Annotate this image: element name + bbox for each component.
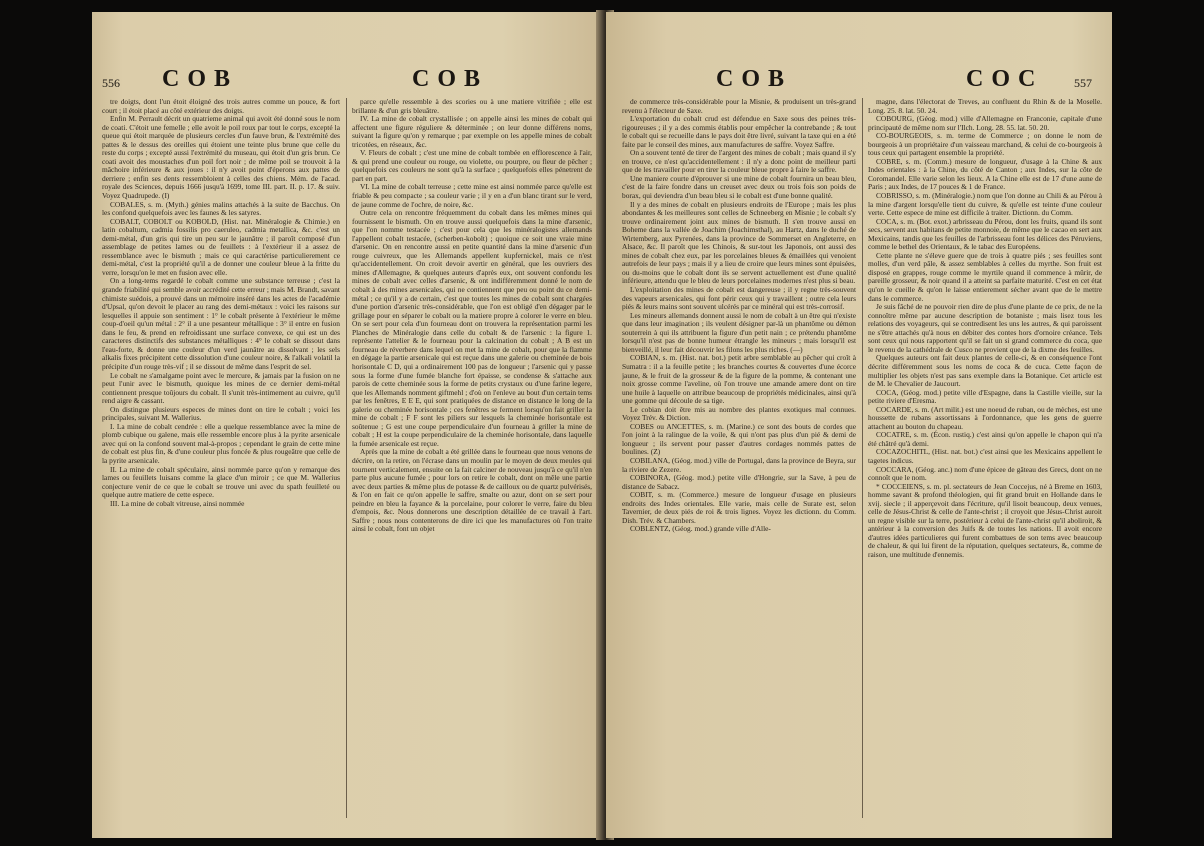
paragraph: L'exportation du cobalt crud est défendue en Saxe sous des peines très-rigoureuses ; il y a des commis établis pour empêcher la contrebande ; & tout le cobalt qui se recueille dans le pays doit être livré, suivant la taxe qui en a été faite par le conseil des mines, aux manufactures de saffre. Voyez Saffre. [622,114,856,149]
left-page-column-1 [102,98,340,824]
paragraph: COCA, (Géog. mod.) petite ville d'Espagne, dans la Castille vieille, sur la petite riviere d'Eresma. [868,387,1102,406]
paragraph: COBIAN, s. m. (Hist. nat. bot.) petit arbre semblable au pêcher qui croît à Sumatra : il a la feuille petite ; les branches courtes & couvertes d'une écorce jaune, & le fruit de la grosseur & de la figure de la pomme, & contenant une noix grosse comme l'aveline, où l'on trouve une amande amere dont on tire une huile à laquelle on attribue beaucoup de propriétés médicinales, ainsi qu'à une gomme qui découle de sa tige. [622,353,856,406]
paragraph: Il y a des mines de cobalt en plusieurs endroits de l'Europe ; mais les plus abondantes & les meilleures sont celles de Schneeberg en Misnie ; le cobalt s'y trouve ordinairement joint aux mines de bismuth. Il s'en trouve aussi en Boheme dans la vallée de Joachim (Joachimsthal), au Hartz, dans le duché de Wirtemberg, aux Pyrenées, dans la province de Sommerset en Angleterre, en Alsace, &c. Il paroît que les Chinois, & sur-tout les Japonois, ont aussi des mines de cobalt chez eux, par les porcelaines bleues & émaillées qui venoient autrefois de leur pays ; mais il y a lieu de croire que leurs mines sont épuisées, ou du-moins que le cobalt dont ils se servent actuellement est d'une qualité inférieure, attendu que le bleu de leurs porcelaines modernes n'est plus si beau. [622,199,856,286]
paragraph: COBRE, s. m. (Comm.) mesure de longueur, d'usage à la Chine & aux Indes orientales : à la Chine, du côté de Canton ; aux Indes, sur la côte de Coromandel. Elle varie selon les lieux. A la Chine elle est de 17 d'une aune de Paris ; aux Indes, de 17 pouces & 1 de France. [868,156,1102,192]
paragraph: COCA, s. m. (Bot. exot.) arbrisseau du Pérou, dont les fruits, quand ils sont secs, servent aux habitans de petite monnoie, de même que le cacao en sert aux Mexicains, tandis que les feuilles de l'arbrisseau font les délices des Péruviens, comme le bethel des Orientaux, & le tabac des Européens. [868,216,1102,252]
paragraph: COBALT, COBOLT ou KOBOLD, (Hist. nat. Minéralogie & Chimie.) en latin cobaltum, cadmia fossilis pro caeruleo, cadmia metallica, &c. c'est un demi-métal, d'un gris qui tire un peu sur le jaunâtre ; il paroît composé d'un assemblage de petites lames ou de feuillets : à l'extérieur il a assez de ressemblance avec le bismuth ; mais ce qui caractérise particulierement ce demi-métal, c'est la propriété qu'il a de donner une couleur bleue à la fritte du verre, lorsqu'on le met en fusion avec elle. [102,216,340,277]
paragraph: COBINORA, (Géog. mod.) petite ville d'Hongrie, sur la Save, à peu de distance de Sabacz. [622,473,856,491]
paragraph: V. Fleurs de cobalt ; c'est une mine de cobalt tombée en efflorescence à l'air, & qui prend une couleur ou rouge, ou violette, ou pourpre, ou fleur de pêcher ; quelquefois ces couleurs ne sont qu'à la surface ; quelquefois elles pénetrent de part en part. [352,148,592,183]
paragraph: I. La mine de cobalt cendrée : elle a quelque ressemblance avec la mine de plomb cubique ou galene, mais elle ressemble encore plus à la pyrite arsenicale avec qui on la confond souvent mal-à-propos ; cependant le grain de cette mine de cobalt est plus fin, & d'une couleur plus foncée & plus rougeâtre que celle de la pyrite arsenicale. [102,421,340,465]
paragraph: COBIT, s. m. (Commerce.) mesure de longueur d'usage en plusieurs endroits des Indes orientales. Elle varie, mais celle de Surate est, selon Tavernier, de deux piés de roi & trois lignes. Voyez les dictionn. du Comm. Dish. Trév. & Chambers. [622,490,856,525]
paragraph: Le cobalt ne s'amalgame point avec le mercure, & jamais par la fusion on ne peut l'unir avec le bismuth, quoique les mines de ce dernier demi-métal contiennent presque toûjours du cobalt. Il s'unit très-intimement au cuivre, qu'il rend aigre & cassant. [102,370,340,406]
page-number: 556 [102,76,120,90]
paragraph: Après que la mine de cobalt a été grillée dans le fourneau que nous venons de décrire, on la retire, on l'écrase dans un moulin par le moyen de deux meules qui tournent verticalement, ensuite on la fait calciner de nouveau jusqu'à ce qu'il n'en parte plus aucune fumée ; pour lors on retire le cobalt, dont on mêle une partie avec deux parties & même plus de potasse & de cailloux ou de quartz pulvérisés, & l'on en fait ce qu'on appelle le saffre, smalte ou azur, dont on se sert pour peindre en bleu la fayance & la porcelaine, pour colorer le verre, faire du bleu d'empois, &c. Nous donnerons une description détaillée de ce travail à l'art. Saffre ; nous nous contenterons de dire ici que les manufactures où l'on traite ainsi le cobalt, font un objet [352,447,592,534]
paragraph: magne, dans l'électorat de Treves, au confluent du Rhin & de la Moselle. Long. 25. 8. lat. 50. 24. [868,98,1102,115]
paragraph: COCATRE, s. m. (Écon. rustiq.) c'est ainsi qu'on appelle le chapon qui n'a été châtré qu'à demi. [868,430,1102,448]
head-word-left: COB [162,66,239,92]
left-page [92,12,604,838]
head-word-right: COC [966,66,1044,92]
column-rule [862,98,863,818]
paragraph: Le cobian doit être mis au nombre des plantes exotiques mal connues. Voyez Trév. & Diction. [622,404,856,423]
paragraph: Une maniere courte d'éprouver si une mine de cobalt fournira un beau bleu, c'est de la faire fondre dans un creuset avec deux ou trois fois son poids de borax, qui deviendra d'un beau bleu si le cobalt est d'une bonne qualité. [622,173,856,201]
left-page-column-2 [352,98,592,824]
paragraph: Enfin M. Perrault décrit un quatrieme animal qui avoit été donné sous le nom de coati. C'étoit une femelle ; elle avoit le poil roux par tout le corps, excepté la queue qui étoit marquée de plusieurs cercles d'un fauve brun, & l'extrémité des pattes & le dessus des oreilles qui étoient une teinte plus brune que celle du reste du corps ; excepté aussi l'extrémité du museau, qui étoit d'un gris brun. Ce coati avoit des moustaches d'un poil fort noir ; de même poil se trouvoit à la mâchoire inférieure & aux joues : il n'y avoit point d'éperons aux pattes de derriere ; enfin ses dents ressembloient à celles des chiens. Mém. de l'acad. royale des Sciences, depuis 1666 jusqu'à 1699, tome III. part. II. p. 17. & suiv. Voyez Quadrupede. (I) [102,114,340,201]
paragraph: COBRISSO, s. m. (Minéralogie.) nom que l'on donne au Chili & au Pérou à la mine d'argent lorsqu'elle tient du cuivre, & qu'elle est teinte d'une couleur verte. Cette espece de mine est difficile à traiter. Dictionn. du Comm. [868,191,1102,218]
paragraph: COCAZOCHITL, (Hist. nat. bot.) c'est ainsi que les Mexicains appellent le tagetes indicus. [868,447,1102,465]
paragraph: Outre cela on rencontre fréquemment du cobalt dans les mêmes mines qui fournissent le bismuth. On en trouve aussi quelquefois dans la mine d'arsenic, que l'on nomme testacée ; c'est pour cela que les minéralogistes allemands l'appellent cobalt testacée, (scherben-kobolt) ; quoique ce soit une vraie mine d'arsenic. On en rencontre aussi en petite quantité dans la mine d'arsenic d'un rouge cuivreux, que les Allemands appellent kupfernickel, mais ce n'est qu'accidentellement. On croit devoir avertir en général, que les ouvriers des mines d'Allemagne, & quelques auteurs d'après eux, ont souvent confondu les mines de cobalt avec celles d'arsenic, & ont indifféremment donné le nom de cobalt à des mines arsenicales, qui ne contiennent que peu ou point du ce demi-métal ; ce qu'il y a de certain, c'est que toutes les mines de cobalt sont chargées d'une portion d'arsenic très-considérable, que l'on est obligé d'en dégager par le grillage pour en séparer le cobalt ou la matiere propre à colorer le verre en bleu. On se sert pour cela d'un fourneau dont on trouvera la représentation parmi les Planches de Minéralogie dans celle du cobalt & de l'arsenic : la figure 1. représente l'attelier & le fourneau pour la calcination du cobalt ; A B est un fourneau de réverbere dans lequel on met la mine de cobalt, pour que la flamme en dégage la partie arsenicale qui est reçue dans une galerie ou cheminée de bois horisontale C D, qui a ordinairement 100 pas de longueur ; l'arsenic qui y passe sous la forme d'une fumée blanche fort épaisse, se condense & s'attache aux parois de cette cheminée sous la forme de petits crystaux ou d'une farine legere, que les Allemands nomment giftmehl ; d'où on l'enleve au bout d'un certain tems par les fenêtres, E E E, qui sont pratiquées de distance en distance le long de la galerie ou cheminée horisontale ; ces fenêtres se ferment lorsqu'on fait griller la mine de cobalt ; F F sont les piliers sur lesquels la cheminée horisontale est soûtenue ; G est une coupe perpendiculaire d'un fourneau à griller la mine de cobalt ; H est la coupe perpendiculaire de la cheminée horisontale, dans laquelle la fumée arsenicale est reçue. [352,208,592,448]
page-number: 557 [1074,76,1092,90]
paragraph: L'exploitation des mines de cobalt est dangereuse ; il y regne très-souvent des vapeurs arsenicales, qui font périr ceux qui y travaillent ; outre cela leurs piés & leurs mains sont souvent ulcérés par ce minéral qui est très-corrosif. [622,285,856,312]
paragraph: On distingue plusieurs especes de mines dont on tire le cobalt ; voici les principales, suivant M. Wallerius. [102,404,340,423]
paragraph: COBES ou ANCETTES, s. m. (Marine.) ce sont des bouts de cordes que l'on joint à la ralingue de la voile, & qui n'ont pas plus d'un pié & demi de longueur ; ils servent pour passer d'autres cordages nommés pattes de boulines. (Z) [622,421,856,457]
paragraph: Quelques auteurs ont fait deux plantes de celle-ci, & en conséquence l'ont décrite différemment sous les noms de coca & de cuca. Cette façon de multiplier les objets n'est pas sans exemple dans la Botanique. Cet article est de M. le Chevalier de Jaucourt. [868,353,1102,389]
paragraph: * COCCEIENS, s. m. pl. sectateurs de Jean Coccejus, né à Breme en 1603, homme savant & profond théologien, qui fit grand bruit en Hollande dans le xvij. siecle ; il apperçevoit dans l'écriture, qu'il lisoit beaucoup, deux venues, celle de Jésus-Christ & celle de l'ante-christ ; il croyoit que Jésus-Christ auroit un regne visible sur la terre, postérieur à celui de l'ante-christ qu'il aboliroit, & antérieur à la conversion des Juifs & de toutes les nations. Il avoit encore d'autres idées particulieres qui furent combattues de son tems avec beaucoup de chaleur, & qui lui firent de la réputation, quelques sectateurs, &, comme de raison, une multitude d'ennemis. [868,481,1102,559]
right-page-column-1 [622,98,856,824]
paragraph: COBILANA, (Géog. mod.) ville de Portugal, dans la province de Beyra, sur la riviere de Zezere. [622,455,856,474]
paragraph: COCCARA, (Géog. anc.) nom d'une épicee de gâteau des Grecs, dont on ne connoît que le nom. [868,464,1102,483]
column-rule [346,98,347,818]
paragraph: COCARDE, s. m. (Art milit.) est une noeud de ruban, ou de mèches, est une houssette de rubans assortissans à l'ordonnance, que les gens de guerre attachent au bouton du chapeau. [868,404,1102,431]
paragraph: COBLENTZ, (Géog. mod.) grande ville d'Alle- [630,524,771,534]
head-word-left: COB [716,66,793,92]
left-running-head [92,66,604,94]
right-page-column-2 [868,98,1102,824]
paragraph: de commerce très-considérable pour la Misnie, & produisent un très-grand revenu à l'électeur de Saxe. [622,98,856,115]
head-word-right: COB [412,66,489,92]
paragraph: On a souvent tenté de tirer de l'argent des mines de cobalt ; mais quand il s'y en trouve, ce n'est qu'accidentellement : il n'y a donc point de meilleur parti que de les travailler pour en tirer la couleur bleue propre à faire le saffre. [622,148,856,175]
paragraph: tre doigts, dont l'un étoit éloigné des trois autres comme un pouce, & fort court ; il étoit placé au côté extérieur des doigts. [102,98,340,115]
paragraph: Je suis fâché de ne pouvoir rien dire de plus d'une plante de ce prix, de ne la connoître même par aucune description de botaniste ; mais lisez tous les relations des voyageurs, qui se contredisent les uns les autres, & qui paroissent ne s'être attachés qu'à nous en débiter des contes hors d'ornoire créance. Tels sont ceux qui nous rapportent qu'il se fait un si grand commerce du coca, que le revenu de la cathédrale de Cusco ne provient que de la dixme des feuilles. [868,302,1102,354]
paragraph: CO-BOURGEOIS, s. m. terme de Commerce ; on donne le nom de bourgeois à un propriétaire d'un vaisseau marchand, & celui de co-bourgeois à tous ceux qui partagent ensemble la propriété. [868,131,1102,158]
paragraph: IV. La mine de cobalt crystallisée ; on appelle ainsi les mines de cobalt qui affectent une figure réguliere & déterminée ; on leur donne différens noms, suivant la figure qu'on y remarque ; par exemple on les appelle mines de cobalt tricotées, en réseaux, &c. [352,114,592,149]
paragraph: COBALES, s. m. (Myth.) génies malins attachés à la suite de Bacchus. On les confond quelquefois avec les faunes & les satyres. [102,199,340,218]
paragraph: COBOURG, (Géog. mod.) ville d'Allemagne en Franconie, capitale d'une principauté de même nom sur l'Ilch. Long. 28. 55. lat. 50. 20. [868,114,1102,132]
right-running-head [606,66,1112,94]
paragraph: III. La mine de cobalt vitreuse, ainsi nommée [110,498,245,508]
right-page [606,12,1112,838]
paragraph: parce qu'elle ressemble à des scories ou à une matiere vitrifiée ; elle est brillante & d'un gris bleuâtre. [352,98,592,115]
paragraph: VI. La mine de cobalt terreuse ; cette mine est ainsi nommée parce qu'elle est friable & peu compacte ; sa couleur varie ; il y en a d'un blanc tirant sur le verd, de jaune comme de l'ochre, de noire, &c. [352,182,592,209]
paragraph: On a long-tems regardé le cobalt comme une substance terreuse ; c'est la grande friabilité qui semble avoir accrédité cette erreur ; mais M. Brandt, savant chimiste suédois, a prouvé dans un mémoire inséré dans les actes de l'académie d'Upsal, qu'on devoit le placer au rang des demi-métaux : voici les raisons sur lesquelles il appuie son sentiment : 1° le cobalt présente à l'extérieur le même coup-d'oeil qu'un métal : 2° il a une pesanteur métallique : 3° il entre en fusion dans le feu, & prend en refroidissant une surface convexe, ce qui est un des caracteres distinctifs des substances métalliques : 4° le cobalt se dissout dans l'eau-forte, & donne une couleur d'un verd jaunâtre au dissolvant ; les sels alkalis fixes précipitent cette dissolution d'une couleur noire, & l'alkali volatil la précipite d'un rouge très-vif ; il se dissout de même dans l'esprit de sel. [102,276,340,371]
paragraph: Cette plante ne s'éleve guere que de trois à quatre piés ; ses feuilles sont molles, d'un verd pâle, & assez semblables à celles du myrthe. Son fruit est disposé en grappes, rouge comme le myrtile quand il commence à mûrir, de pareille grosseur, & noir quand il a atteint sa parfaite maturité. C'est en cet état qu'on le cueille & qu'on le laisse entierement sécher avant que de le mettre dans le commerce. [868,250,1102,303]
paragraph: Les mineurs allemands donnent aussi le nom de cobalt à un être qui n'existe que dans leur imagination ; ils veulent désigner par-là un phantôme ou démon souterrein à qui ils attribuent la figure d'un petit nain ; ce prétendu phantôme lorsqu'il n'est pas de bonne humeur étrangle les mineurs ; mais lorsqu'il est bienveillé, il leur fait découvrir les filons les plus riches. (—) [622,310,856,354]
paragraph: II. La mine de cobalt spéculaire, ainsi nommée parce qu'on y remarque des lames ou feuillets luisans comme la glace d'un miroir ; ce que M. Wallerius conjecture venir de ce que le cobalt se trouve uni avec du spath feuilleté ou quelque autre matiere de cette espece. [102,464,340,500]
